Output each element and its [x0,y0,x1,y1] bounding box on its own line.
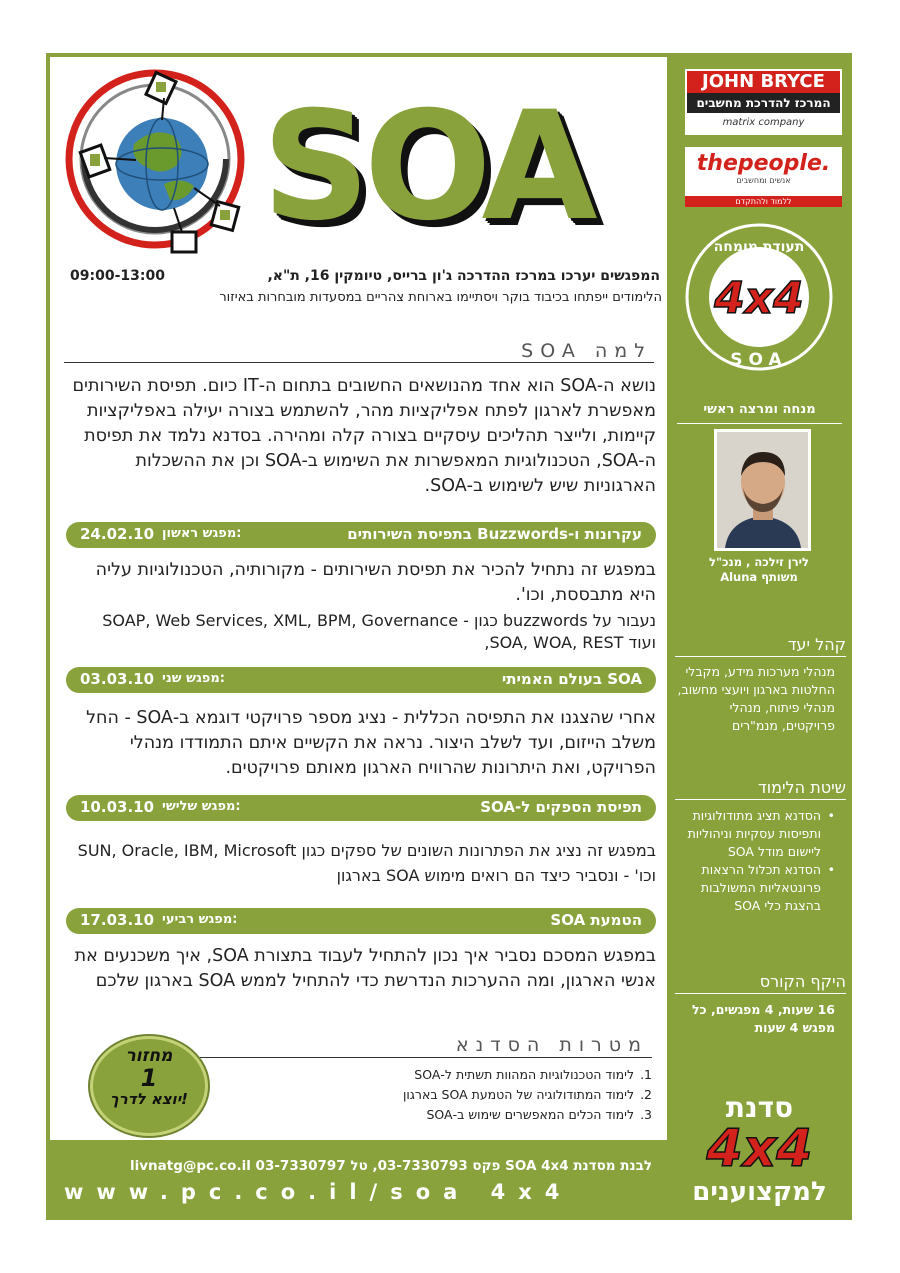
meeting-1-title: עקרונות ו-Buzzwords בתפיסת השירותים [347,525,642,543]
lecturer-avatar [717,432,808,548]
seal-top-text: תעודת מומחה [713,239,805,255]
john-bryce-tagline: המרכז להדרכת מחשבים [687,93,840,113]
goals-list [300,1065,652,1125]
footer-url[interactable]: www.pc.co.il/soa 4x4 [64,1180,573,1204]
scope-text: 16 שעות, 4 מפגשים, כל מפגש 4 שעות [691,1002,835,1035]
meeting-2-text: אחרי שהצגנו את התפיסה הכללית - נציג מספר פרויקטי דוגמא ב-SOA - החל משלב הייזום, ועד לשלב היצור. נראה את הקשיים איתם התמודדו מנהלי הפרויקט, ואת היתרונות שהרוויח הארגון מאותם פרויקטים. [86,708,656,778]
goal-item [300,1085,652,1105]
audience-title: קהל יעד [675,635,846,657]
goal-text: לימוד המתודולוגיה של הטמעת SOA בארגון [402,1087,635,1102]
lecturer-photo [714,429,811,551]
intro-time: 09:00-13:00 [70,268,165,284]
workshop-brand [671,1093,848,1209]
seal-center-text: 4x4 [714,273,804,324]
meeting-1-date: 24.02.10 [80,525,155,543]
method-item: • הסדנא תכלול הרצאות פרונטאליות המשולבות בהצגת כלי SOA [675,861,835,915]
intro-location: המפגשים יערכו במרכז ההדרכה ג'ון ברייס, טיומקין 16, ת"א, [267,268,660,284]
the-people-name: thepeople. [696,151,831,176]
meeting-3-bar [66,795,656,821]
sidebar [671,57,848,1216]
expert-certificate-seal [683,221,835,373]
meeting-3-title: תפיסת הספקים ל-SOA [480,798,642,816]
the-people-logo [685,147,842,207]
meeting-2-label: מפגש שני: [162,671,225,686]
goal-item [300,1065,652,1085]
goals-title: מטרות הסדנא [455,1034,648,1056]
meeting-4-date-group [80,911,237,929]
why-title: למה SOA [521,340,652,362]
john-bryce-name: JOHN BRYCE [687,71,840,93]
meeting-3-date: 10.03.10 [80,798,155,816]
lecturer-divider [677,423,842,424]
meeting-2-date: 03.03.10 [80,670,155,688]
goal-number: 1. [640,1067,652,1082]
goal-number: 3. [640,1107,652,1122]
meeting-3-label: מפגש שלישי: [162,799,241,814]
lecturer-role: משותף Aluna [720,570,798,584]
goal-text: לימוד הטכנולוגיות המהוות תשתית ל-SOA [414,1067,635,1082]
first-cycle-badge [90,1036,208,1136]
goal-item [300,1105,652,1125]
meeting-1-label: מפגש ראשון: [162,526,242,541]
scope-title: היקף הקורס [675,972,846,994]
brand-top: סדנת [725,1091,794,1124]
meeting-1-bar [66,522,656,548]
meeting-1-text: במפגש זה נתחיל להכיר את תפיסת השירותים - מקורותיה, הטכנולוגיות עליה היא מתבססת, וכו'. [95,560,656,605]
lecturer-name: לירן זילכה , מנכ"ל [709,555,809,569]
meeting-2-date-group [80,670,225,688]
why-divider [64,362,654,363]
meeting-4-text: במפגש המסכם נסביר איך נכון להתחיל לעבוד בתצורת SOA, איך משכנעים את אנשי הארגון, ומה ההערכות הנדרשת כדי להתחיל לממש SOA בארגון שלכם [74,946,656,991]
intro-meal: הלימודים ייפתחו בכיבוד בוקר ויסתיימו בארוחת צהריים במסעדות מובחרות באיזור [219,290,662,305]
audience-text: מנהלי מערכות מידע, מקבלי החלטות בארגון ויועצי מחשוב, מנהלי פיתוח, מנהלי פרויקטים, מנמ"רים [677,664,835,733]
goal-number: 2. [640,1087,652,1102]
meeting-1-more: ועוד SOA, WOA, REST, [484,633,656,652]
why-text: נושא ה-SOA הוא אחד מהנושאים החשובים בתחום ה-IT כיום. תפיסת השירותים מאפשרת לארגון לפתח אפליקציות מהר, להשתמש בצורה יעילה באפליקציות קיימות, ולייצר תהליכים עיסקיים בצורה קלה ומהירה. בסדנא נלמד את תפיסת ה-SOA, הטכנולוגיות המאפשרות את השימוש ב-SOA וכן את ההשכלות הארגוניות שיש לשימוש ב-SOA. [72,376,656,496]
lecturer-heading: מנחה ומרצה ראשי [703,402,816,417]
badge-line2: 1 [140,1064,158,1092]
goal-text: לימוד הכלים המאפשרים שימוש ב-SOA [426,1107,635,1122]
lecturer-caption [679,555,839,585]
method-list [675,807,835,915]
page-title: SOA [262,80,592,254]
footer-contact: לבנת מסדנת SOA 4x4 פקס 03-7330793, טל 03-7330797 livnatg@pc.co.il [129,1158,652,1174]
brand-mid: 4x4 [706,1119,813,1179]
meeting-4-label: מפגש רביעי: [162,912,238,927]
the-people-sub: אנשים ומחשבים [736,176,791,185]
method-item: • הסדנא תציג מתודולוגיות ותפיסות עסקיות וניהוליות ליישום מודל SOA [675,807,835,861]
john-bryce-logo [685,69,842,135]
the-people-ribbon: ללמוד ולהתקדם [685,196,842,207]
meeting-3-date-group [80,798,241,816]
meeting-1-date-group [80,525,241,543]
badge-line3: יוצא לדרך! [110,1090,188,1108]
seal-bottom-text: SOA [730,350,788,370]
meeting-2-bar [66,667,656,693]
meeting-4-title: הטמעת SOA [550,911,642,929]
badge-line1: מחזור [125,1046,173,1066]
meeting-3-text: במפגש זה נציג את הפתרונות השונים של ספקים כגון SUN, Oracle, IBM, Microsoft וכו' - ונסביר כיצד הם רואים מימוש SOA בארגון [77,841,656,885]
meeting-1-buzzwords: נעבור על buzzwords כגון - SOAP, Web Services, XML, BPM, Governance [102,611,656,630]
meeting-4-date: 17.03.10 [80,911,155,929]
method-title: שיטת הלימוד [675,778,846,800]
meeting-4-bar [66,908,656,934]
john-bryce-matrix: matrix company [722,117,805,128]
brand-bottom: למקצוענים [692,1177,827,1207]
globe-satellite-logo [64,64,246,254]
goals-divider [200,1057,652,1058]
meeting-2-title: SOA בעולם האמיתי [501,670,642,688]
